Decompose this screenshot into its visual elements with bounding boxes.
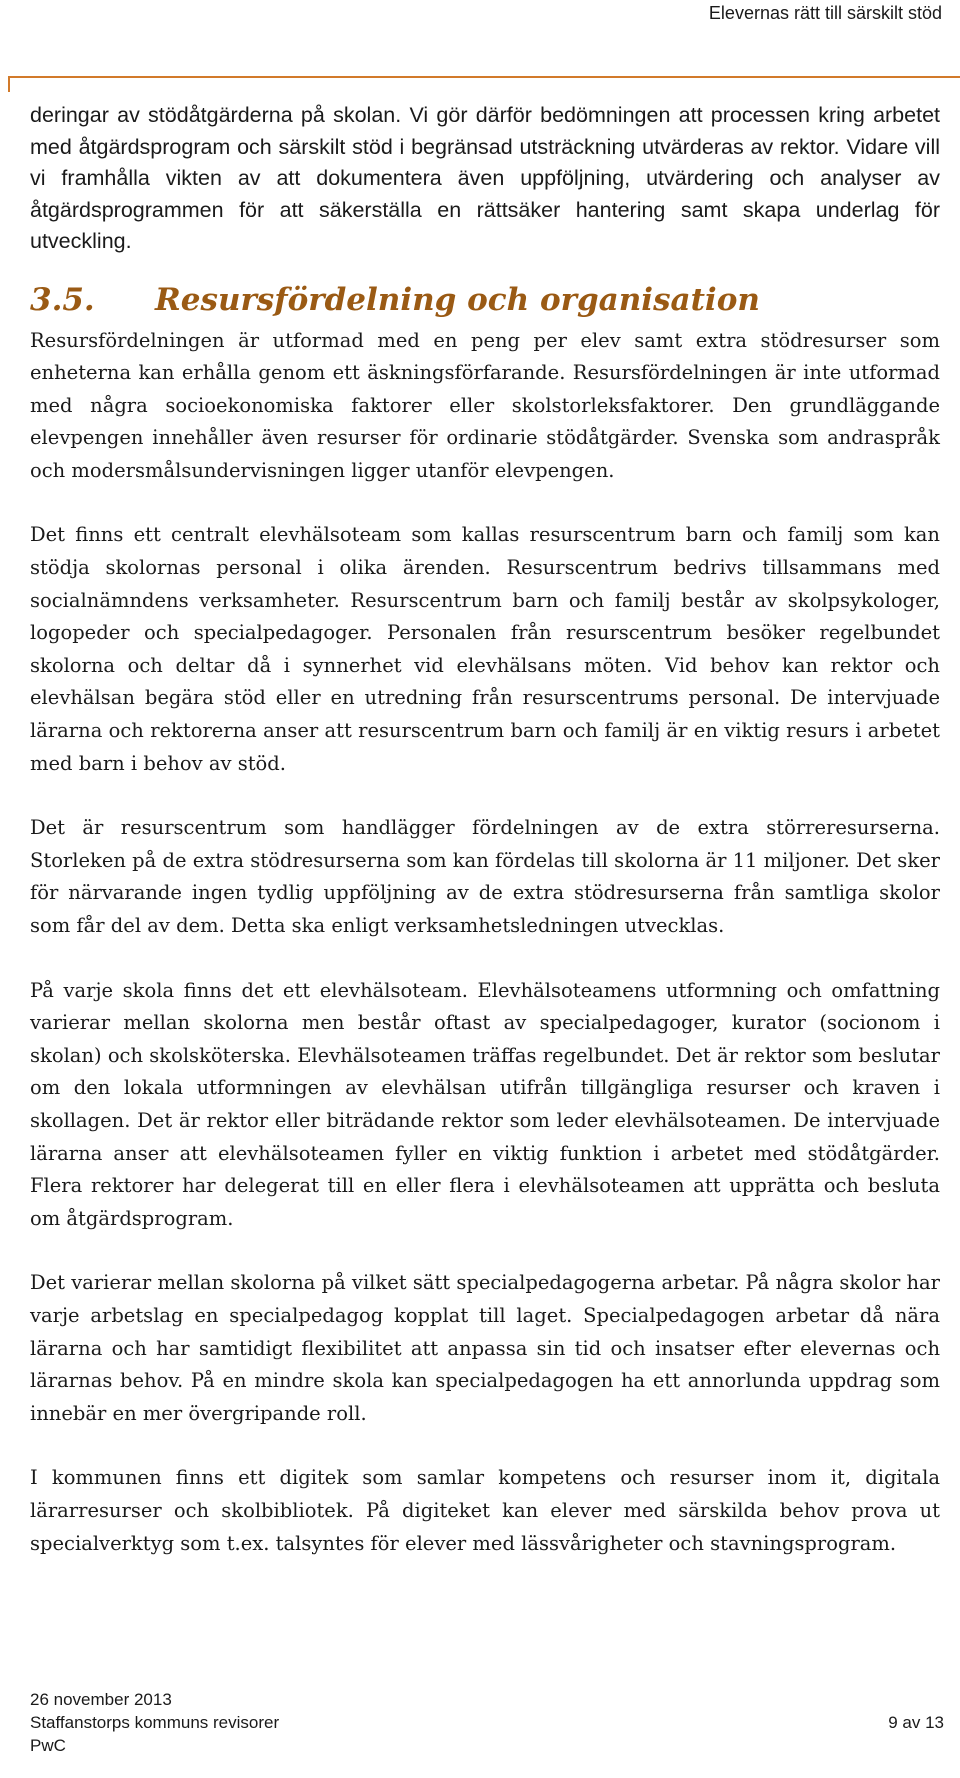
footer-organization: Staffanstorps kommuns revisorer [30, 1713, 280, 1732]
paragraph-resource-allocation: Resursfördelningen är utformad med en peng per elev samt extra stödresurser som enheterna kan erhålla genom ett äskningsförfarande. Resursfördelningen är inte utformad med några socioekonomiska faktorer eller skolstorleksfaktorer. Den grundläggande elevpengen innehåller även resurser för ordinarie stödåtgärder. Svenska som andraspråk och modersmålsundervisningen ligger utanför elevpengen. [30, 328, 940, 482]
paragraph-resource-center: Det finns ett centralt elevhälsoteam som kallas resurscentrum barn och familj som kan stödja skolornas personal i olika ärenden. Resurscentrum bedrivs tillsammans med socialnämndens verksamheter. Resurscentrum barn och familj består av skolpsykologer, logopeder och specialpedagoger. Personalen från resurscentrum besöker regelbundet skolorna och deltar då i synnerhet vid elevhälsans möten. Vid behov kan rektor och elevhälsan begära stöd eller en utredning från resurscentrums personal. De intervjuade lärarna och rektorerna anser att resurscentrum barn och familj är en viktig resurs i arbetet med barn i behov av stöd. [30, 523, 940, 775]
page-number: 9 av 13 [888, 1713, 944, 1732]
intro-paragraph: deringar av stödåtgärderna på skolan. Vi gör därför bedömningen att processen kring arbetet med åtgärdsprogram och särskilt stöd i begränsad utsträckning utvärderas av rektor. Vidare vill vi framhålla vikten av att dokumentera även uppföljning, utvärdering och analyser av åtgärdsprogrammen för att säkerställa en rättsäker hantering samt skapa underlag för utveckling. [30, 103, 940, 253]
paragraph-extra-support: Det är resurscentrum som handlägger fördelningen av de extra störreresurserna. Storleken på de extra stödresurserna som kan fördelas till skolorna är 11 miljoner. Det sker för närvarande ingen tydlig uppföljning av de extra stödresurserna från samtliga skolor som får del av dem. Detta ska enligt verksamhetsledningen utvecklas. [30, 816, 940, 937]
page-content [30, 100, 940, 1592]
paragraph-student-health-team: På varje skola finns det ett elevhälsoteam. Elevhälsoteamens utformning och omfattning varierar mellan skolorna men består oftast av specialpedagoger, kurator (socionom i skolan) och skolsköterska. Elevhälsoteamen träffas regelbundet. Det är rektor som beslutar om den lokala utformningen av elevhälsan utifrån tillgängliga resurser och kraven i skollagen. Det är rektor eller biträdande rektor som leder elevhälsoteamen. De intervjuade lärarna anser att elevhälsoteamen fyller en viktig funktion i arbetet med stödåtgärder. Flera rektorer har delegerat till en eller flera i elevhälsoteamen att upprätta och besluta om åtgärdsprogram. [30, 978, 940, 1230]
section-heading [30, 281, 940, 319]
footer-firm: PwC [30, 1736, 66, 1755]
footer-date: 26 november 2013 [30, 1690, 172, 1709]
running-header-title: Elevernas rätt till särskilt stöd [708, 3, 942, 23]
header-divider [8, 76, 960, 78]
paragraph-digitek: I kommunen finns ett digitek som samlar kompetens och resurser inom it, digitala lärarresurser och skolbibliotek. På digiteket kan elever med särskilda behov prova ut specialverktyg som t.ex. talsyntes för elever med lässvårigheter och stavningsprogram. [30, 1466, 940, 1555]
section-title: Resursfördelning och organisation [155, 281, 760, 318]
paragraph-special-educators: Det varierar mellan skolorna på vilket sätt specialpedagogerna arbetar. På några skolor har varje arbetslag en specialpedagog kopplat till laget. Specialpedagogen arbetar då nära lärarna och har samtidigt flexibilitet att anpassa sin tid och insatser efter elevernas och lärarnas behov. På en mindre skola kan specialpedagogen ha ett annorlunda uppdrag som innebär en mer övergripande roll. [30, 1271, 940, 1425]
section-number: 3.5. [30, 281, 95, 318]
header-corner-mark [8, 76, 10, 92]
page-footer [30, 1688, 944, 1757]
